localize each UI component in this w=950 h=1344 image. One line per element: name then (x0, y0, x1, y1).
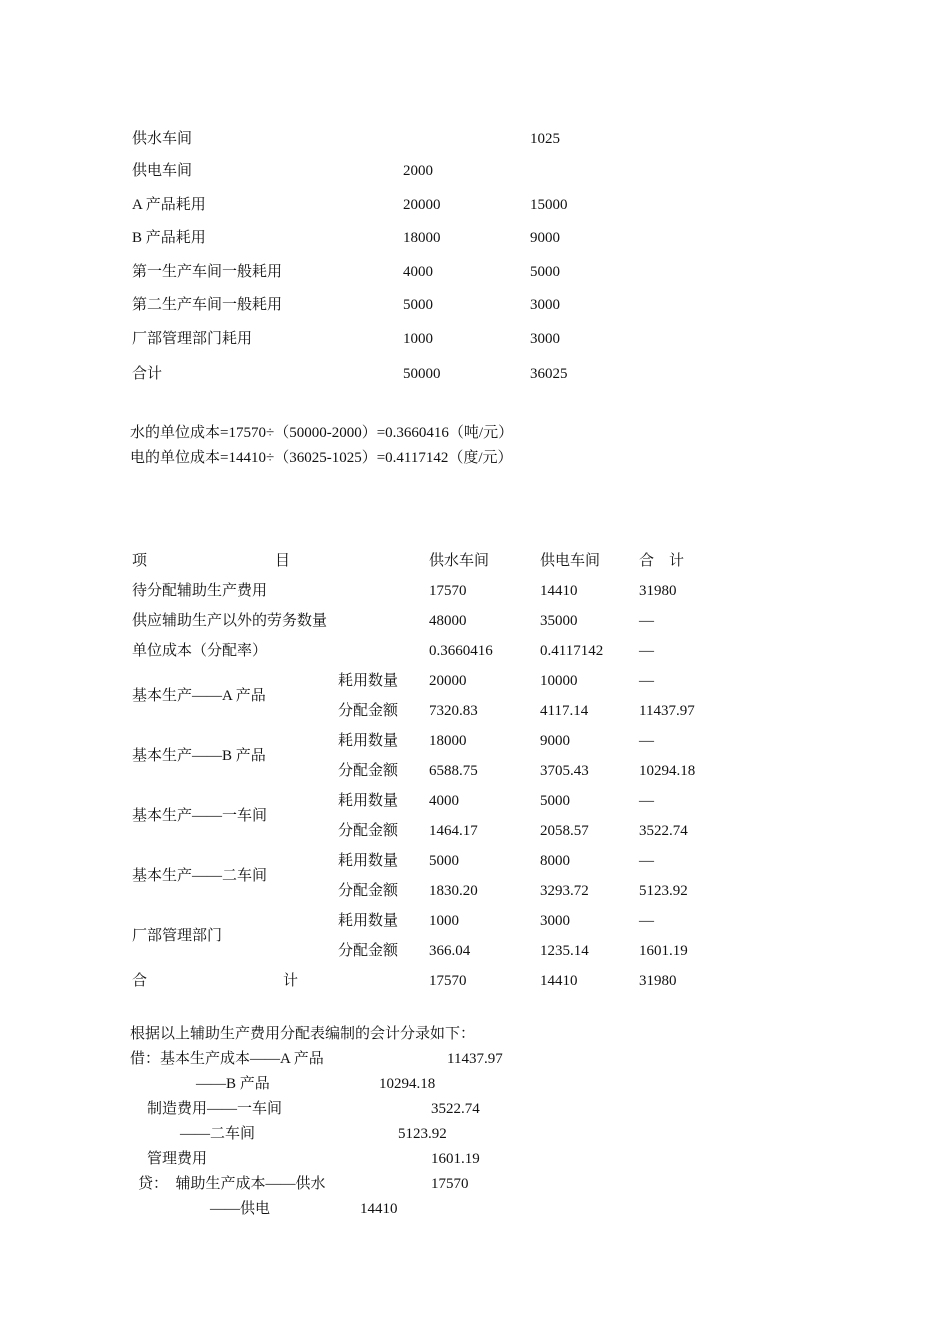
amt-power: 1235.14 (540, 943, 589, 959)
usage-row-power: 15000 (530, 197, 568, 213)
amt-power: 3293.72 (540, 883, 589, 899)
amt-sub-label: 分配金额 (338, 763, 399, 779)
journal-line-amount: 11437.97 (447, 1051, 503, 1067)
row-power: 0.4117142 (540, 643, 604, 659)
usage-row-water: 1000 (403, 331, 433, 347)
row-power: 35000 (540, 613, 578, 629)
row-power: 14410 (540, 583, 578, 599)
amt-water: 6588.75 (429, 763, 478, 779)
header-water: 供水车间 (429, 553, 490, 569)
qty-water: 1000 (429, 913, 459, 929)
qty-total: — (639, 793, 654, 809)
usage-row-power: 3000 (530, 297, 560, 313)
usage-row-power: 1025 (530, 131, 560, 147)
amt-power: 2058.57 (540, 823, 589, 839)
usage-row-water: 2000 (403, 163, 433, 179)
header-power: 供电车间 (540, 553, 601, 569)
usage-row-label: 合计 (132, 366, 163, 382)
usage-row-power: 3000 (530, 331, 560, 347)
usage-row-label: B 产品耗用 (132, 230, 206, 246)
journal-line-amount: 5123.92 (398, 1126, 447, 1142)
amt-total: 5123.92 (639, 883, 688, 899)
row-label: 单位成本（分配率） (132, 643, 268, 659)
usage-row-label: 供电车间 (132, 163, 193, 179)
amt-power: 4117.14 (540, 703, 589, 719)
total-label-b: 计 (283, 973, 299, 989)
usage-row-power: 36025 (530, 366, 568, 382)
qty-power: 8000 (540, 853, 570, 869)
qty-total: — (639, 913, 654, 929)
usage-row-water: 50000 (403, 366, 441, 382)
row-water: 0.3660416 (429, 643, 493, 659)
row-total: — (639, 613, 654, 629)
row-label: 待分配辅助生产费用 (132, 583, 268, 599)
qty-sub-label: 耗用数量 (338, 673, 399, 689)
journal-line-text: 借：基本生产成本——A 产品 (130, 1051, 324, 1067)
row-total: 31980 (639, 583, 677, 599)
journal-line-text: 管理费用 (147, 1151, 208, 1167)
journal-line-amount: 3522.74 (431, 1101, 480, 1117)
usage-row-label: 第二生产车间一般耗用 (132, 297, 283, 313)
row-total: — (639, 643, 654, 659)
amt-sub-label: 分配金额 (338, 703, 399, 719)
qty-sub-label: 耗用数量 (338, 793, 399, 809)
amt-power: 3705.43 (540, 763, 589, 779)
power-unit-cost-formula: 电的单位成本=14410÷（36025-1025）=0.4117142（度/元） (130, 450, 513, 466)
qty-power: 3000 (540, 913, 570, 929)
amt-total: 1601.19 (639, 943, 688, 959)
total-label-a: 合 (132, 973, 148, 989)
usage-row-water: 20000 (403, 197, 441, 213)
total-power: 14410 (540, 973, 578, 989)
group-label: 基本生产——B 产品 (132, 748, 266, 764)
row-water: 17570 (429, 583, 467, 599)
water-unit-cost-formula: 水的单位成本=17570÷（50000-2000）=0.3660416（吨/元） (130, 425, 514, 441)
amt-water: 1464.17 (429, 823, 478, 839)
group-label: 基本生产——A 产品 (132, 688, 266, 704)
usage-row-water: 5000 (403, 297, 433, 313)
journal-line-text: 贷： 辅助生产成本——供水 (138, 1176, 326, 1192)
header-total: 合 计 (639, 553, 685, 569)
qty-total: — (639, 733, 654, 749)
group-label: 基本生产——一车间 (132, 808, 268, 824)
qty-total: — (639, 853, 654, 869)
amt-water: 1830.20 (429, 883, 478, 899)
journal-line-text: ——B 产品 (196, 1076, 270, 1092)
amt-sub-label: 分配金额 (338, 823, 399, 839)
qty-power: 10000 (540, 673, 578, 689)
journal-line-amount: 10294.18 (379, 1076, 436, 1092)
qty-sub-label: 耗用数量 (338, 913, 399, 929)
qty-sub-label: 耗用数量 (338, 733, 399, 749)
usage-row-power: 9000 (530, 230, 560, 246)
journal-line-text: ——供电 (210, 1201, 271, 1217)
amt-water: 366.04 (429, 943, 471, 959)
amt-sub-label: 分配金额 (338, 943, 399, 959)
journal-intro: 根据以上辅助生产费用分配表编制的会计分录如下： (130, 1026, 476, 1042)
total-total: 31980 (639, 973, 677, 989)
qty-total: — (639, 673, 654, 689)
journal-line-amount: 17570 (431, 1176, 469, 1192)
usage-row-water: 18000 (403, 230, 441, 246)
group-label: 基本生产——二车间 (132, 868, 268, 884)
amt-total: 11437.97 (639, 703, 695, 719)
total-water: 17570 (429, 973, 467, 989)
header-item-b: 目 (275, 553, 291, 569)
amt-total: 10294.18 (639, 763, 696, 779)
amt-water: 7320.83 (429, 703, 478, 719)
amt-total: 3522.74 (639, 823, 688, 839)
usage-row-label: 厂部管理部门耗用 (132, 331, 253, 347)
journal-line-text: ——二车间 (180, 1126, 256, 1142)
row-water: 48000 (429, 613, 467, 629)
usage-row-power: 5000 (530, 264, 560, 280)
row-label: 供应辅助生产以外的劳务数量 (132, 613, 328, 629)
journal-line-amount: 14410 (360, 1201, 398, 1217)
qty-sub-label: 耗用数量 (338, 853, 399, 869)
qty-water: 18000 (429, 733, 467, 749)
header-item-a: 项 (132, 553, 148, 569)
usage-row-label: A 产品耗用 (132, 197, 206, 213)
journal-line-text: 制造费用——一车间 (147, 1101, 283, 1117)
usage-row-label: 第一生产车间一般耗用 (132, 264, 283, 280)
usage-row-water: 4000 (403, 264, 433, 280)
qty-water: 4000 (429, 793, 459, 809)
qty-water: 5000 (429, 853, 459, 869)
group-label: 厂部管理部门 (132, 928, 223, 944)
journal-line-amount: 1601.19 (431, 1151, 480, 1167)
usage-row-label: 供水车间 (132, 131, 193, 147)
amt-sub-label: 分配金额 (338, 883, 399, 899)
qty-power: 9000 (540, 733, 570, 749)
qty-power: 5000 (540, 793, 570, 809)
qty-water: 20000 (429, 673, 467, 689)
